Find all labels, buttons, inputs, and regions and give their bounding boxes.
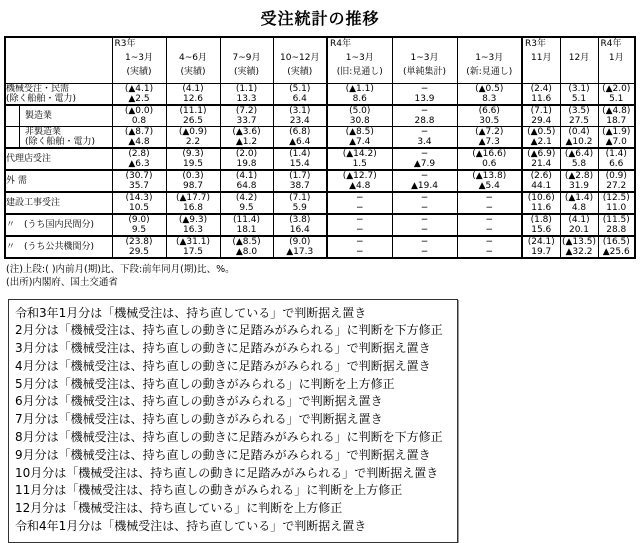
row-label: 外 需 (5, 170, 112, 192)
value-cell: (1.4) 6.6 (598, 148, 635, 170)
value-cell: (6.8) ▲6.4 (273, 126, 327, 148)
table-row (5, 170, 635, 192)
value-cell: (12.5) 11.0 (598, 192, 635, 214)
judgment-line: 6月分は「機械受注は、持ち直しの動きがみられる」で判断据え置き (15, 394, 383, 409)
column-header: 4~6月 (実績) (166, 37, 220, 83)
value-cell: − ▲7.9 (392, 148, 457, 170)
column-header: 10~12月 (実績) (273, 37, 327, 83)
value-cell: − 28.8 (392, 105, 457, 127)
column-header: 7~9月 (実績) (220, 37, 273, 83)
value-cell: (▲2.0) 5.1 (598, 83, 635, 105)
value-cell: (2.8) ▲6.3 (112, 148, 166, 170)
column-header: R4年 1~3月 (旧:見通し) (327, 37, 392, 83)
table-row (5, 83, 635, 105)
judgment-line: 12月分は「機械受注は、持ち直している」に判断を上方修正 (15, 501, 343, 516)
value-cell: (3.1) 5.1 (560, 83, 598, 105)
judgment-line: 10月分は「機械受注は、持ち直しの動きに足踏みがみられる」で判断据え置き (15, 465, 439, 480)
corner-cell (5, 37, 112, 83)
column-header: 1~3月 (単純集計) (392, 37, 457, 83)
value-cell: (▲8.5) ▲8.0 (220, 236, 273, 258)
value-cell: (3.1) 23.4 (273, 105, 327, 127)
page-title: 受注統計の推移 (260, 9, 380, 28)
column-header: R3年 11月 (522, 37, 560, 83)
value-cell: − 13.9 (392, 83, 457, 105)
value-cell: (4.1) 20.1 (560, 214, 598, 236)
value-cell: (16.5) ▲25.6 (598, 236, 635, 258)
value-cell: (▲8.5) ▲7.4 (327, 126, 392, 148)
judgment-line: 5月分は「機械受注は、持ち直しの動きがみられる」に判断を上方修正 (15, 376, 395, 391)
column-header: R4年 1月 (598, 37, 635, 83)
value-cell: (▲0.5) 8.3 (457, 83, 522, 105)
value-cell: (▲3.6) ▲1.2 (220, 126, 273, 148)
value-cell: − ▲19.4 (392, 170, 457, 192)
judgment-line: 9月分は「機械受注は、持ち直しの動きに足踏みがみられる」で判断据え置き (15, 447, 431, 462)
row-label: 非製造業 (除く船舶・電力) (5, 126, 112, 148)
value-cell: − − (392, 192, 457, 214)
value-cell: (0.9) 27.2 (598, 170, 635, 192)
value-cell: (1.8) 15.6 (522, 214, 560, 236)
value-cell: (▲9.3) 16.3 (166, 214, 220, 236)
table-row (5, 148, 635, 170)
row-label: 建設工事受注 (5, 192, 112, 214)
value-cell: (▲14.2) 1.5 (327, 148, 392, 170)
value-cell: (▲12.7) ▲4.8 (327, 170, 392, 192)
value-cell: (2.0) 19.8 (220, 148, 273, 170)
value-cell: (▲17.7) 16.8 (166, 192, 220, 214)
value-cell: (11.4) 18.1 (220, 214, 273, 236)
value-cell: − − (392, 236, 457, 258)
value-cell: (11.1) 26.5 (166, 105, 220, 127)
value-cell: (▲4.1) ▲2.5 (112, 83, 166, 105)
value-cell: (10.6) 11.6 (522, 192, 560, 214)
value-cell: (7.1) 5.9 (273, 192, 327, 214)
value-cell: (0.4) ▲10.2 (560, 126, 598, 148)
value-cell: (11.5) 28.8 (598, 214, 635, 236)
value-cell: (5.0) 30.8 (327, 105, 392, 127)
value-cell: (9.3) 19.5 (166, 148, 220, 170)
value-cell: (4.2) 9.5 (220, 192, 273, 214)
row-label: 〃 (うち公共機関分) (5, 236, 112, 258)
value-cell: − − (457, 214, 522, 236)
value-cell: − − (457, 192, 522, 214)
note-line: (注)上段:( )内前月(期)比、下段:前年同月(期)比、%。 (6, 263, 235, 275)
table-row (5, 214, 635, 236)
row-label: 製造業 (5, 105, 112, 127)
value-cell: (▲6.9) 21.4 (522, 148, 560, 170)
value-cell: − − (392, 214, 457, 236)
value-cell: (▲31.1) 17.5 (166, 236, 220, 258)
value-cell: (▲6.4) 5.8 (560, 148, 598, 170)
value-cell: (▲2.8) 31.9 (560, 170, 598, 192)
value-cell: (7.2) 33.7 (220, 105, 273, 127)
value-cell: − − (327, 192, 392, 214)
value-cell: (▲13.5) ▲32.2 (560, 236, 598, 258)
value-cell: (4.1) 12.6 (166, 83, 220, 105)
judgment-history-box (8, 299, 458, 543)
judgment-line: 7月分は「機械受注は、持ち直しの動きがみられる」で判断据え置き (15, 412, 383, 427)
value-cell: (23.8) 29.5 (112, 236, 166, 258)
value-cell: (3.5) 27.5 (560, 105, 598, 127)
value-cell: − − (327, 214, 392, 236)
judgment-line: 2月分は「機械受注は、持ち直しの動きに足踏みがみられる」に判断を下方修正 (15, 323, 443, 338)
row-label: 〃 (うち国内民間分) (5, 214, 112, 236)
table-row (5, 105, 635, 127)
value-cell: (14.3) 10.5 (112, 192, 166, 214)
value-cell: (▲1.4) 4.8 (560, 192, 598, 214)
judgment-line: 令和4年1月分は「機械受注は、持ち直している」で判断据え置き (15, 519, 367, 534)
value-cell: (30.7) 35.7 (112, 170, 166, 192)
value-cell: (▲16.6) 0.6 (457, 148, 522, 170)
judgment-line: 11月分は「機械受注は、持ち直しの動きがみられる」に判断を上方修正 (15, 483, 403, 498)
value-cell: (7.1) 29.4 (522, 105, 560, 127)
value-cell: (2.4) 11.6 (522, 83, 560, 105)
value-cell: (0.3) 98.7 (166, 170, 220, 192)
row-label: 機械受注・民需 (除く船舶・電力) (5, 83, 112, 105)
orders-statistics-table (4, 36, 636, 259)
value-cell: (24.1) 19.7 (522, 236, 560, 258)
value-cell: (▲7.2) ▲7.3 (457, 126, 522, 148)
table-row (5, 236, 635, 258)
value-cell: (9.0) ▲17.3 (273, 236, 327, 258)
row-label: 代理店受注 (5, 148, 112, 170)
column-header: 12月 (560, 37, 598, 83)
judgment-line: 8月分は「機械受注は、持ち直しの動きに足踏みがみられる」に判断を下方修正 (15, 430, 443, 445)
value-cell: (6.6) 30.5 (457, 105, 522, 127)
table-notes (6, 263, 640, 289)
value-cell: − 3.4 (392, 126, 457, 148)
value-cell: (9.0) 9.5 (112, 214, 166, 236)
value-cell: (1.7) 38.7 (273, 170, 327, 192)
value-cell: (▲1.9) ▲7.0 (598, 126, 635, 148)
value-cell: (5.1) 6.4 (273, 83, 327, 105)
value-cell: − − (327, 236, 392, 258)
value-cell: (3.8) 16.4 (273, 214, 327, 236)
judgment-line: 令和3年1月分は「機械受注は、持ち直している」で判断据え置き (15, 305, 367, 320)
value-cell: (2.6) 44.1 (522, 170, 560, 192)
column-header: 1~3月 (新:見通し) (457, 37, 522, 83)
column-header: R3年 1~3月 (実績) (112, 37, 166, 83)
judgment-line: 4月分は「機械受注は、持ち直しの動きに足踏みがみられる」で判断据え置き (15, 358, 431, 373)
value-cell: (4.1) 64.8 (220, 170, 273, 192)
source-line: (出所)内閣府、国土交通省 (6, 276, 118, 288)
table-row (5, 192, 635, 214)
table-body (5, 83, 635, 258)
judgment-line: 3月分は「機械受注は、持ち直しの動きに足踏みがみられる」で判断据え置き (15, 341, 431, 356)
table-header-row (5, 37, 635, 83)
value-cell: (▲0.0) 0.8 (112, 105, 166, 127)
value-cell: (1.4) 15.4 (273, 148, 327, 170)
table-row (5, 126, 635, 148)
value-cell: (▲8.7) ▲4.8 (112, 126, 166, 148)
value-cell: (▲4.8) 18.7 (598, 105, 635, 127)
value-cell: (▲0.9) 2.2 (166, 126, 220, 148)
value-cell: (▲1.1) 8.6 (327, 83, 392, 105)
value-cell: − − (457, 236, 522, 258)
value-cell: (1.1) 13.3 (220, 83, 273, 105)
value-cell: (▲0.5) ▲2.1 (522, 126, 560, 148)
value-cell: (▲13.8) ▲5.4 (457, 170, 522, 192)
